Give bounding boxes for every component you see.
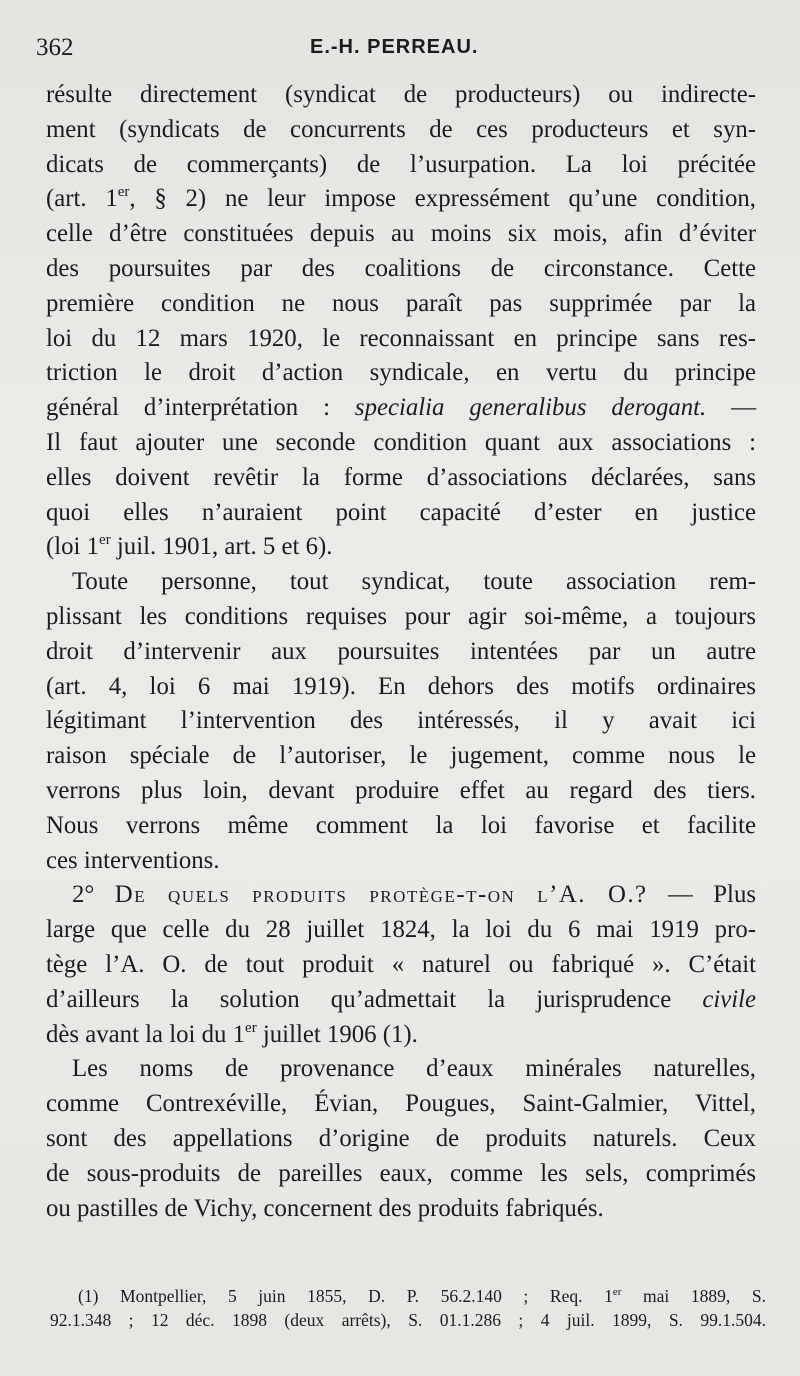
- text-run: première condition ne nous paraît pas supprimée par la: [46, 289, 756, 317]
- text-run: (art. 1: [46, 185, 118, 213]
- text-run: 2°: [72, 881, 115, 909]
- text-run: des poursuites par des coalitions de circonstance. Cette: [46, 255, 756, 282]
- text-run: , § 2) ne leur impose expressément qu’une condition,: [129, 185, 756, 213]
- text-run: triction le droit d’action syndicale, en vertu du principe: [46, 359, 756, 387]
- text-run: général d’interprétation :: [46, 394, 355, 422]
- text-run: — Plus: [647, 881, 756, 909]
- text-run: elles doivent revêtir la forme d’associations déclarées, sans: [46, 463, 756, 491]
- body-line: [72, 1052, 756, 1086]
- text-run: large que celle du 28 juillet 1824, la loi du 6 mai 1919 pro-: [46, 916, 756, 944]
- italic-text: civile: [702, 985, 756, 1013]
- body-line: [46, 809, 756, 843]
- body-line: [46, 322, 756, 356]
- text-run: raison spéciale de l’autoriser, le jugement, comme nous le: [46, 742, 756, 770]
- body-line: [46, 1018, 756, 1052]
- text-run: dicats de commerçants) de l’usurpation. La loi précitée: [46, 150, 756, 178]
- body-line: [72, 878, 756, 912]
- footnote-line: [50, 1308, 766, 1332]
- page-number: 362: [36, 34, 74, 61]
- text-run: d’ailleurs la solution qu’admettait la jurisprudence: [46, 985, 703, 1013]
- text-run: de sous-produits de pareilles eaux, comme les sels, comprimés: [46, 1159, 756, 1187]
- text-run: Toute personne, tout syndicat, toute association rem-: [72, 568, 756, 596]
- text-run: juil. 1901, art. 5 et 6).: [110, 533, 333, 561]
- text-run: plissant les conditions requises pour agir soi-même, a toujours: [46, 603, 756, 630]
- body-line: [46, 1157, 756, 1191]
- body-line: [46, 704, 756, 738]
- running-head: E.-H. PERREAU.: [310, 36, 479, 58]
- body-line: [46, 1192, 756, 1226]
- small-caps-heading: De quels produits protège-t-on l’A. O.?: [114, 881, 648, 909]
- body-line: [46, 356, 756, 390]
- text-run: 92.1.348 ; 12 déc. 1898 (deux arrêts), S. 01.1.286 ; 4 juil. 1899, S. 99.1.504.: [50, 1310, 766, 1330]
- text-run: (loi 1: [46, 533, 100, 561]
- text-run: légitimant l’intervention des intéressés, il y avait ici: [46, 707, 756, 735]
- body-line: [46, 948, 756, 982]
- text-run: verrons plus loin, devant produire effet au regard des tiers.: [46, 777, 756, 804]
- superscript: er: [99, 532, 111, 549]
- body-line: [46, 635, 756, 669]
- body-line: [46, 391, 756, 425]
- superscript: er: [612, 1286, 622, 1298]
- text-run: ces interventions.: [46, 846, 220, 874]
- body-line: [46, 774, 756, 808]
- text-run: dès avant la loi du 1: [46, 1020, 246, 1048]
- text-run: (art. 4, loi 6 mai 1919). En dehors des motifs ordinaires: [46, 672, 756, 700]
- page-header: [36, 34, 764, 70]
- body-line: [46, 426, 756, 460]
- italic-text: specialia generalibus derogant.: [354, 394, 707, 422]
- body-line: [46, 844, 756, 878]
- body-line: [46, 600, 756, 634]
- text-run: ou pastilles de Vichy, concernent des produits fabriqués.: [46, 1194, 604, 1222]
- body-line: [46, 739, 756, 773]
- text-run: droit d’intervenir aux poursuites intentées par un autre: [46, 637, 756, 665]
- body-line: [46, 461, 756, 495]
- body-line: [46, 78, 756, 112]
- superscript: er: [245, 1019, 257, 1036]
- body-line: [46, 182, 756, 216]
- body-line: [46, 252, 756, 286]
- body-line: [46, 113, 756, 147]
- text-run: loi du 12 mars 1920, le reconnaissant en principe sans res-: [46, 324, 756, 352]
- body-line: [46, 670, 756, 704]
- body-line: [72, 565, 756, 599]
- text-run: celle d’être constituées depuis au moins six mois, afin d’éviter: [46, 220, 756, 248]
- body-line: [46, 148, 756, 182]
- body-line: [46, 983, 756, 1017]
- body-line: [46, 530, 756, 564]
- body-line: [46, 1087, 756, 1121]
- text-run: juillet 1906 (1).: [256, 1020, 418, 1048]
- body-line: [46, 1122, 756, 1156]
- text-run: quoi elles n’auraient point capacité d’ester en justice: [46, 498, 756, 526]
- text-run: Il faut ajouter une seconde condition quant aux associations :: [46, 429, 756, 456]
- text-run: sont des appellations d’origine de produits naturels. Ceux: [46, 1125, 756, 1152]
- body-line: [46, 913, 756, 947]
- text-run: ment (syndicats de concurrents de ces producteurs et syn-: [46, 115, 756, 143]
- body-line: [46, 287, 756, 321]
- text-run: Nous verrons même comment la loi favorise et facilite: [46, 811, 756, 839]
- text-run: —: [706, 394, 756, 422]
- text-run: comme Contrexéville, Évian, Pougues, Saint-Galmier, Vittel,: [46, 1090, 756, 1118]
- body-line: [46, 217, 756, 251]
- text-run: tège l’A. O. de tout produit « naturel ou fabriqué ». C’était: [46, 951, 756, 978]
- text-run: résulte directement (syndicat de producteurs) ou indirecte-: [46, 81, 756, 108]
- footnote-line: [78, 1284, 766, 1308]
- text-run: mai 1889, S.: [621, 1286, 766, 1306]
- superscript: er: [117, 184, 130, 201]
- body-line: [46, 496, 756, 530]
- text-run: Les noms de provenance d’eaux minérales naturelles,: [72, 1055, 756, 1083]
- text-run: (1) Montpellier, 5 juin 1855, D. P. 56.2.140 ; Req. 1: [78, 1286, 613, 1306]
